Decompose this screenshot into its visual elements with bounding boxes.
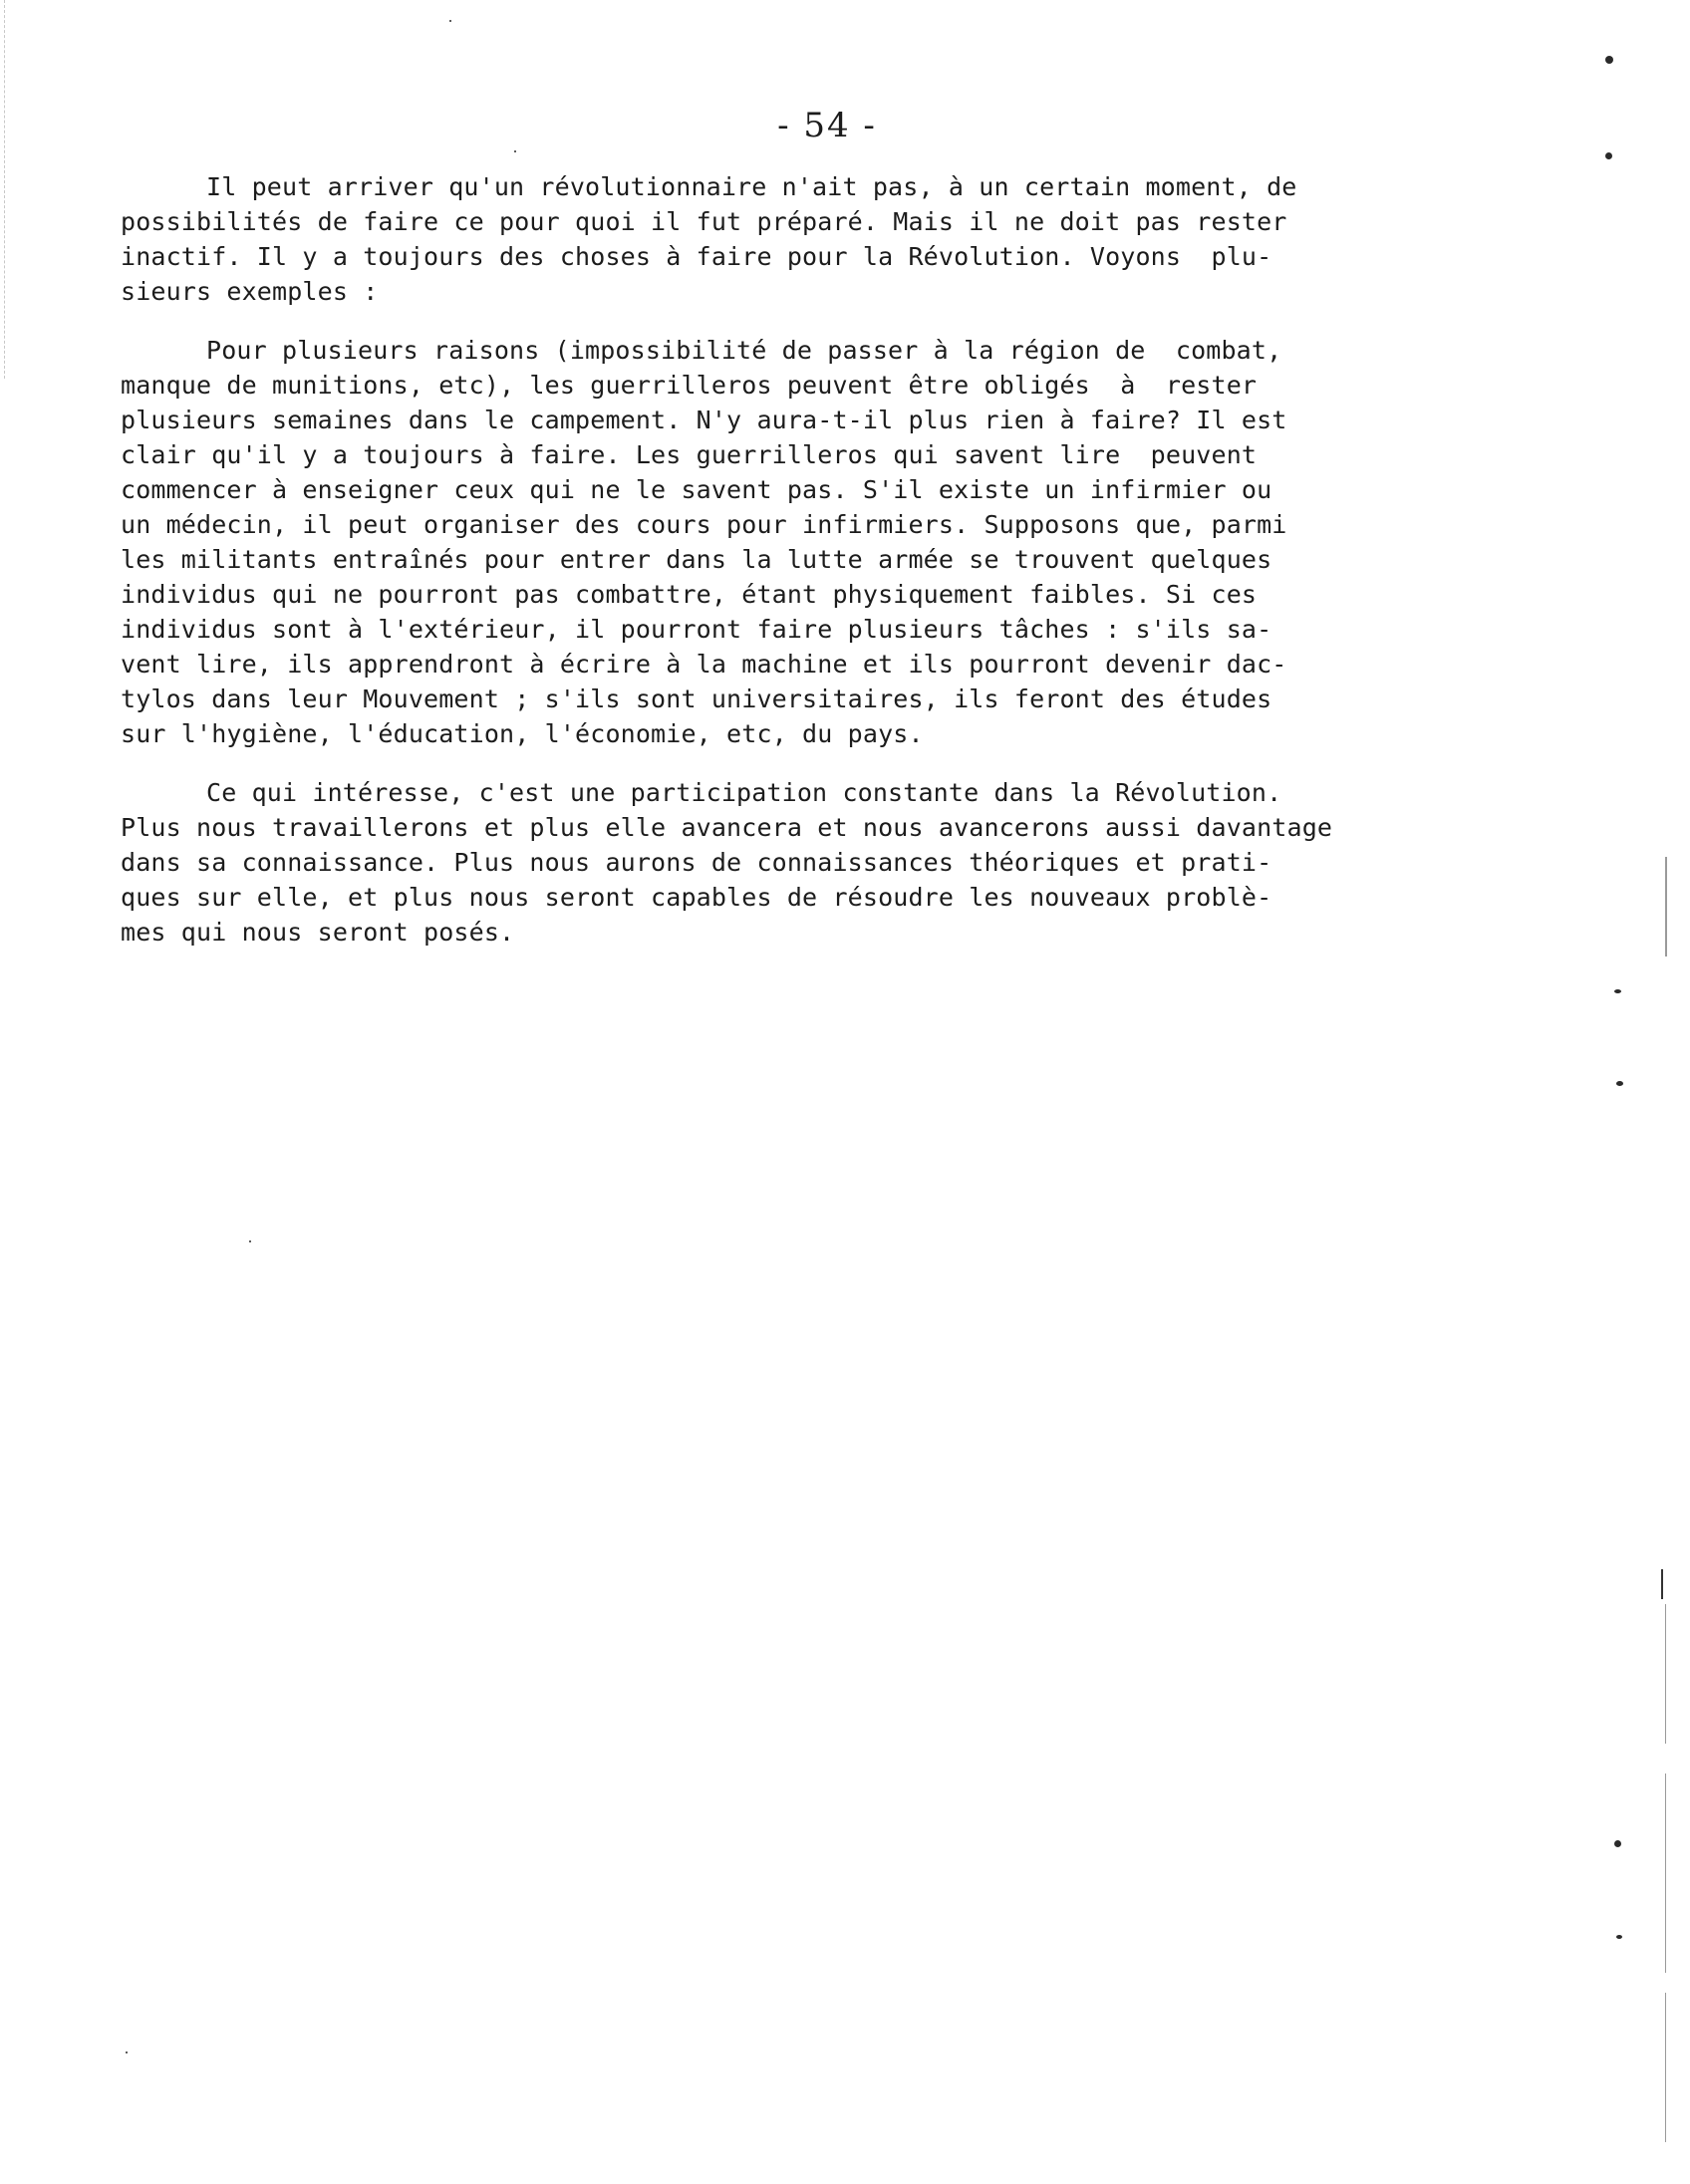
scan-speck [1614,1840,1621,1847]
scan-edge-artifact [1665,1774,1666,1973]
scan-speck [1616,1081,1623,1086]
text-line: les militants entraînés pour entrer dans la lutte armée se trouvent quelques [121,545,1272,574]
text-line: sieurs exemples : [121,277,379,306]
scan-edge-artifact [1665,1993,1666,2142]
paragraph-1 [121,169,1386,309]
text-line: dans sa connaissance. Plus nous aurons de connaissances théoriques et prati- [121,848,1272,877]
text-line: plusieurs semaines dans le campement. N'y aura-t-il plus rien à faire? Il est [121,406,1287,434]
text-line: Pour plusieurs raisons (impossibilité de passer à la région de combat, [206,336,1282,365]
text-line: manque de munitions, etc), les guerrilleros peuvent être obligés à rester [121,371,1258,400]
text-line: individus qui ne pourront pas combattre, étant physiquement faibles. Si ces [121,580,1258,609]
text-line: sur l'hygiène, l'éducation, l'économie, etc, du pays. [121,719,924,748]
scan-speck [249,1240,251,1242]
text-line: commencer à enseigner ceux qui ne le savent pas. S'il existe un infirmier ou [121,475,1272,504]
text-line: un médecin, il peut organiser des cours pour infirmiers. Supposons que, parmi [121,510,1287,539]
text-line: clair qu'il y a toujours à faire. Les guerrilleros qui savent lire peuvent [121,440,1258,469]
paragraph-2 [121,333,1386,751]
scan-speck [1614,989,1621,993]
text-line: mes qui nous seront posés. [121,918,515,947]
scan-speck [126,2051,128,2053]
scan-edge-artifact [1661,1569,1663,1599]
text-line: inactif. Il y a toujours des choses à faire pour la Révolution. Voyons plu- [121,242,1272,271]
text-line: ques sur elle, et plus nous seront capables de résoudre les nouveaux problè- [121,883,1272,912]
scan-edge-artifact [4,0,6,379]
scan-speck [514,150,516,152]
text-line: Il peut arriver qu'un révolutionnaire n'ait pas, à un certain moment, de [206,172,1297,201]
text-line: individus sont à l'extérieur, il pourront faire plusieurs tâches : s'ils sa- [121,615,1272,644]
paragraph-3 [121,775,1386,950]
text-line: Plus nous travaillerons et plus elle avancera et nous avancerons aussi davantage [121,813,1333,842]
page-number: - 54 - [777,106,877,145]
body-text [121,169,1386,973]
text-line: vent lire, ils apprendront à écrire à la machine et ils pourront devenir dac- [121,650,1287,679]
scan-edge-artifact [1665,1604,1666,1744]
scan-speck [449,20,451,22]
text-line: Ce qui intéresse, c'est une participation constante dans la Révolution. [206,778,1282,807]
text-line: tylos dans leur Mouvement ; s'ils sont universitaires, ils feront des études [121,684,1272,713]
scan-speck [1605,152,1612,159]
text-line: possibilités de faire ce pour quoi il fut préparé. Mais il ne doit pas rester [121,207,1287,236]
scan-speck [1605,56,1613,64]
scan-speck [1616,1935,1622,1939]
scan-edge-artifact [1665,857,1667,956]
